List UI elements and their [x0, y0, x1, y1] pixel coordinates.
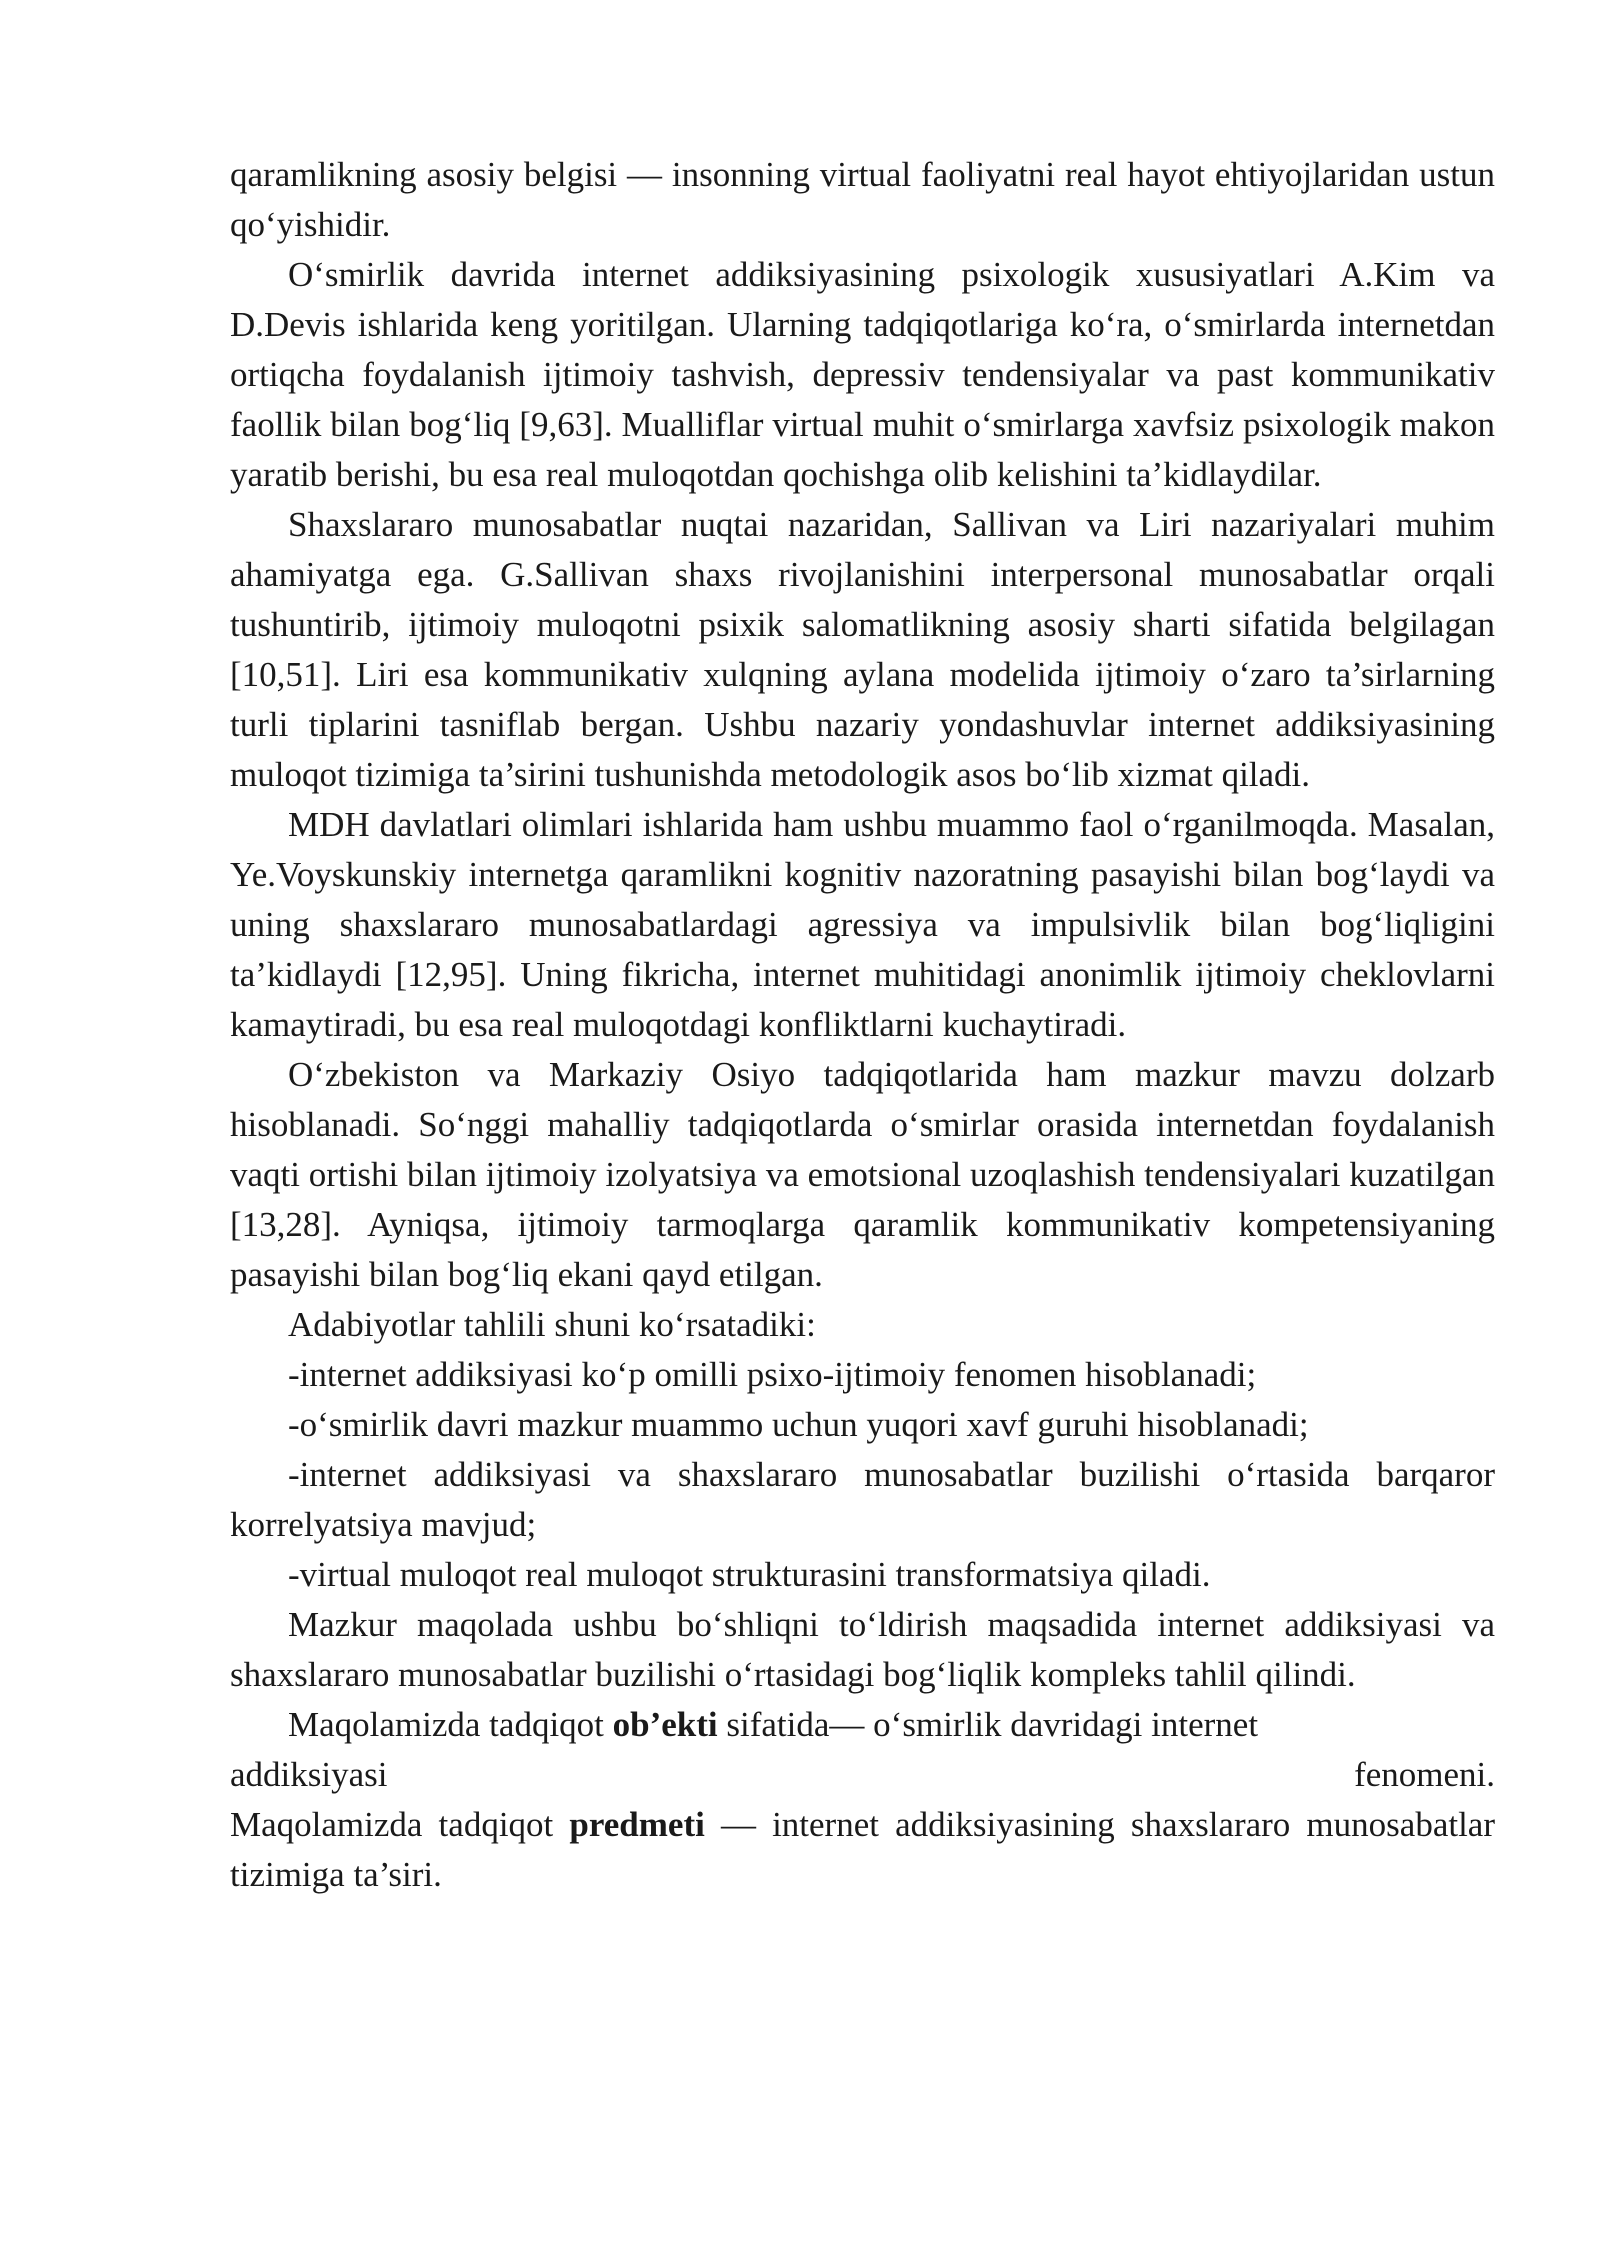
research-object-before: Maqolamizda tadqiqot [288, 1705, 613, 1744]
paragraph-literature-summary: Adabiyotlar tahlili shuni ko‘rsatadiki: [288, 1305, 816, 1344]
document-page [230, 150, 1495, 1900]
paragraph-research-object [230, 1700, 1495, 1800]
paragraph-cis-research: MDH davlatlari olimlari ishlarida ham ushbu muammo faol o‘rganilmoqda. Masalan, Ye.Voyskunskiy internetga qaramlikni kognitiv nazoratning pasayishi bilan bog‘laydi va uning shaxslararo munosabatlardagi agressiya va impulsivlik bilan bog‘liqligini ta’kidlaydi [12,95]. Uning fikricha, internet muhitidagi anonimlik ijtimoiy cheklovlarni kamaytiradi, bu esa real muloqotdagi konfliktlarni kuchaytiradi. [230, 805, 1495, 1044]
paragraph-research-subject [230, 1800, 1495, 1900]
research-object-line [230, 1700, 1495, 1750]
list-item: -internet addiksiyasi va shaxslararo munosabatlar buzilishi o‘rtasida barqaror korrelyatsiya mavjud; [230, 1455, 1495, 1544]
paragraph-adolescence-research: O‘smirlik davrida internet addiksiyasining psixologik xususiyatlari A.Kim va D.Devis ishlarida keng yoritilgan. Ularning tadqiqotlariga ko‘ra, o‘smirlarda internetdan ortiqcha foydalanish ijtimoiy tashvish, depressiv tendensiyalar va past kommunikativ faollik bilan bog‘liq [9,63]. Mualliflar virtual muhit o‘smirlarga xavfsiz psixologik makon yaratib berishi, bu esa real muloqotdan qochishga olib kelishini ta’kidlaydilar. [230, 255, 1495, 494]
research-object-line2-right: fenomeni. [1354, 1755, 1495, 1794]
research-object-line-2 [230, 1750, 1495, 1800]
research-subject-term: predmeti [569, 1805, 705, 1844]
research-subject-after: — internet addiksiyasining shaxslararo munosabatlar tizimiga ta’siri. [230, 1805, 1495, 1894]
list-item: -o‘smirlik davri mazkur muammo uchun yuqori xavf guruhi hisoblanadi; [288, 1405, 1309, 1444]
research-object-line2-left: addiksiyasi [230, 1755, 388, 1794]
list-item: -virtual muloqot real muloqot strukturasini transformatsiya qiladi. [288, 1555, 1211, 1594]
research-object-term: ob’ekti [612, 1705, 718, 1744]
paragraph-uzbekistan-research: O‘zbekiston va Markaziy Osiyo tadqiqotlarida ham mazkur mavzu dolzarb hisoblanadi. So‘nggi mahalliy tadqiqotlarda o‘smirlar orasida internetdan foydalanish vaqti ortishi bilan ijtimoiy izolyatsiya va emotsional uzoqlashish tendensiyalari kuzatilgan [13,28]. Ayniqsa, ijtimoiy tarmoqlarga qaramlik kommunikativ kompetensiyaning pasayishi bilan bog‘liq ekani qayd etilgan. [230, 1055, 1495, 1294]
paragraph-interpersonal-theories: Shaxslararo munosabatlar nuqtai nazaridan, Sallivan va Liri nazariyalari muhim ahamiyatga ega. G.Sallivan shaxs rivojlanishini interpersonal munosabatlar orqali tushuntirib, ijtimoiy muloqotni psixik salomatlikning asosiy sharti sifatida belgilagan [10,51]. Liri esa kommunikativ xulqning aylana modelida ijtimoiy o‘zaro ta’sirlarning turli tiplarini tasniflab bergan. Ushbu nazariy yondashuvlar internet addiksiyasining muloqot tizimiga ta’sirini tushunishda metodologik asos bo‘lib xizmat qiladi. [230, 505, 1495, 794]
list-item: -internet addiksiyasi ko‘p omilli psixo-ijtimoiy fenomen hisoblanadi; [288, 1355, 1257, 1394]
research-subject-before: Maqolamizda tadqiqot [230, 1805, 570, 1844]
paragraph-article-aim: Mazkur maqolada ushbu bo‘shliqni to‘ldirish maqsadida internet addiksiyasi va shaxslararo munosabatlar buzilishi o‘rtasidagi bog‘liqlik kompleks tahlil qilindi. [230, 1605, 1495, 1694]
research-object-after: sifatida— o‘smirlik davridagi internet [717, 1705, 1259, 1744]
paragraph-continuation: qaramlikning asosiy belgisi — insonning virtual faoliyatni real hayot ehtiyojlaridan ustun qo‘yishidir. [230, 155, 1495, 244]
